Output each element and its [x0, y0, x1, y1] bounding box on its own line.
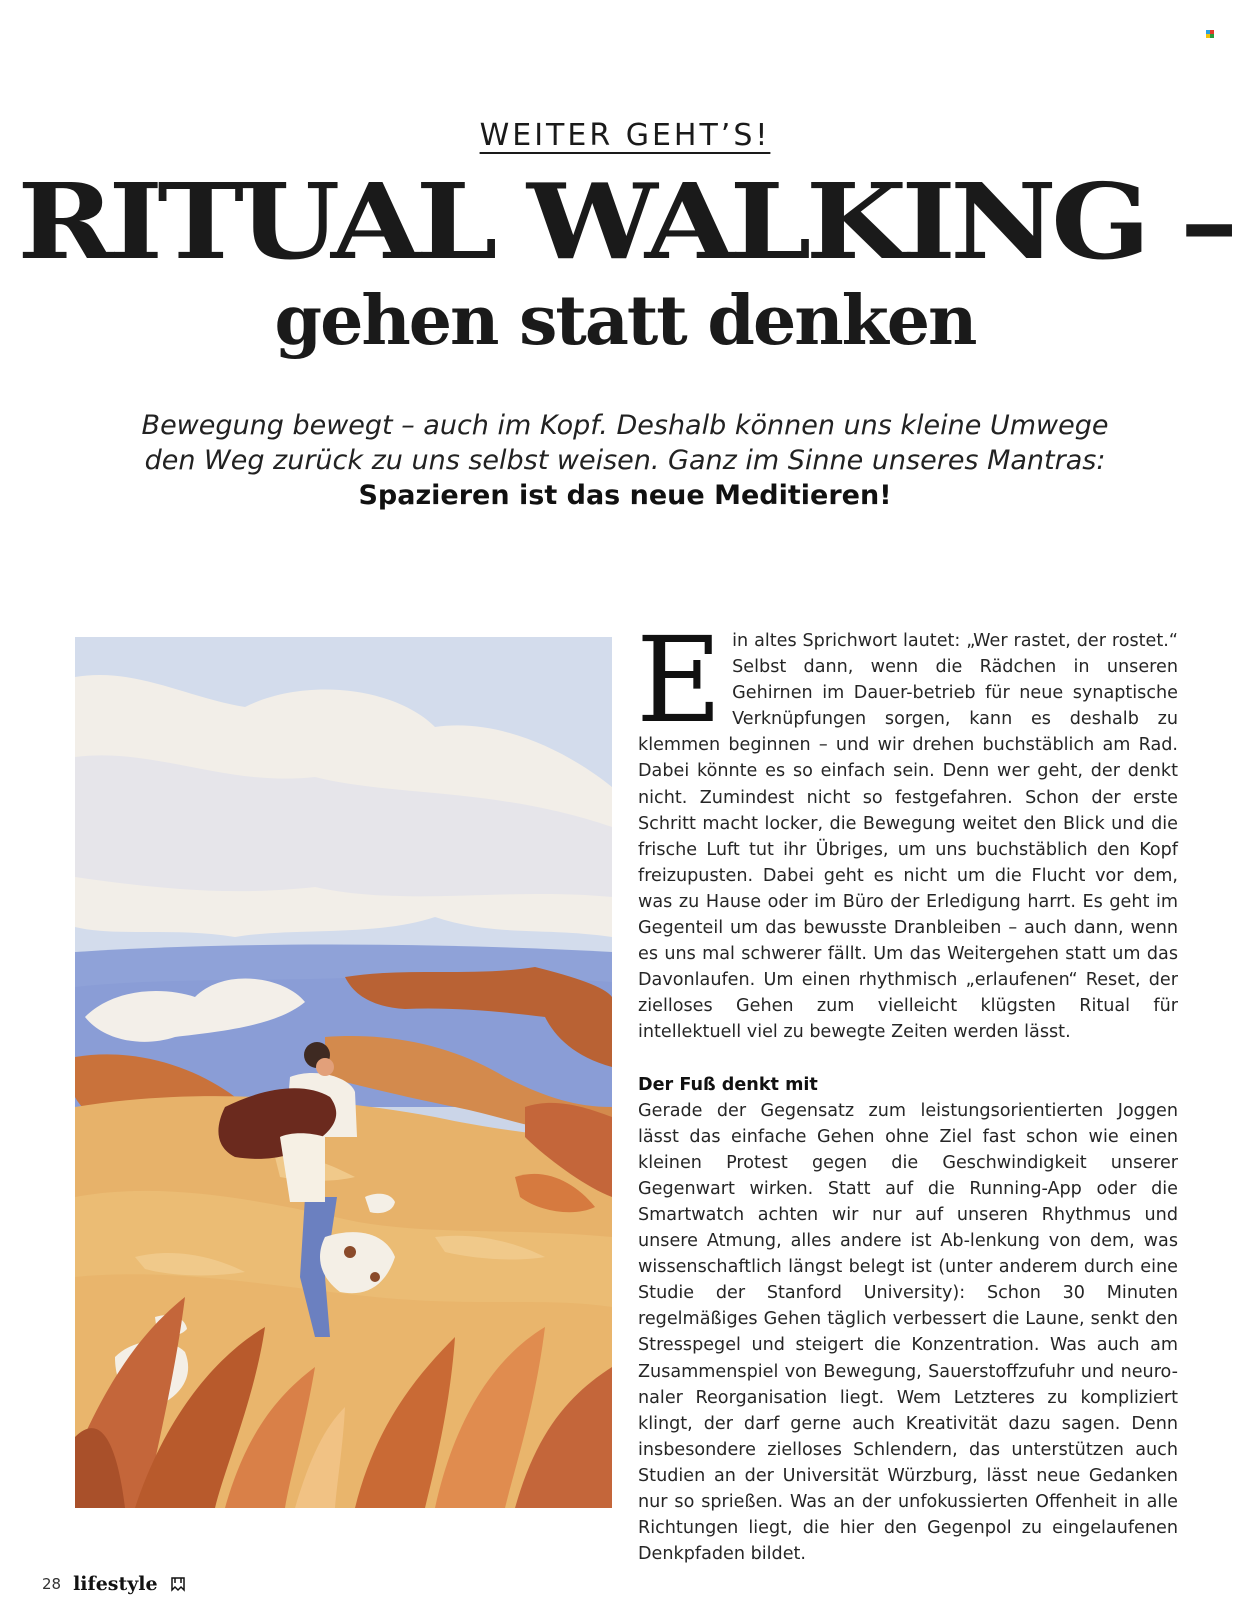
page-number: 28: [42, 1575, 62, 1593]
brand-ribbon-icon: [170, 1576, 186, 1592]
article-headline: RITUAL WALKING –: [17, 160, 1233, 283]
color-registration-mark: [1206, 30, 1216, 40]
intro-emphasis: Spazieren ist das neue Meditieren!: [358, 480, 892, 511]
article-subheadline: gehen statt denken: [274, 281, 976, 361]
section-heading: Der Fuß denkt mit: [638, 1074, 818, 1095]
walking-illustration-art: [75, 637, 612, 1508]
article-intro: Bewegung bewegt – auch im Kopf. Deshalb können uns kleine Umwege den Weg zurück zu uns selbst weisen. Ganz im Sinne unseres Mantras: Spazieren ist das neue Meditieren!: [141, 410, 1109, 511]
article-body: [636, 611, 1178, 1593]
article-paragraph-1: [636, 611, 1178, 1046]
drop-cap: E: [636, 611, 723, 749]
article-paragraph-2: Gerade der Gegensatz zum leistungsorientierten Joggen lässt das einfache Gehen ohne Ziel fast schon wie einen kleinen Protest gegen die Geschwindigkeit unserer Gegenwart wirken. Statt auf die Running-App oder die Smartwatch achten wir nur auf unseren Rhythmus und unsere Atmung, alles andere ist Ab-lenkung von dem, was wissenschaftlich längst belegt ist (unter anderem durch eine Studie der Stanford University): Schon 30 Minuten regelmäßiges Gehen täglich verbessert die Laune, senkt den Stresspegel und steigert die Konzentration. Was auch am Zusammenspiel von Bewegung, Sauerstoffzufuhr und neuro-naler Reorganisation liegt. Wem Letzteres zu kompliziert klingt, der darf gerne auch Kreativität dazu sagen. Denn insbesondere zielloses Schlendern, das unterstützen auch Studien an der Universität Würzburg, lässt neue Gedanken nur so sprießen. Was an der unfokussierten Offenheit in alle Richtungen liegt, die hier den Gegenpol zu eingelaufenen Denkpfaden bildet.: [638, 1100, 1178, 1565]
magazine-brand: lifestyle: [73, 1573, 158, 1595]
paragraph-1-text: in altes Sprichwort lautet: „Wer rastet, der rostet.“ Selbst dann, wenn die Rädchen in unseren Gehirnen im Dauer-betrieb für neue synaptische Verknüpfungen sorgen, kann es deshalb zu klemmen beginnen – und wir drehen buchstäblich am Rad. Dabei könnte es so einfach sein. Denn wer geht, der denkt nicht. Zumindest nicht so festgefahren. Schon der erste Schritt macht locker, die Bewegung weitet den Blick und die frische Luft tut ihr Übriges, um uns buchstäblich den Kopf freizupusten. Dabei geht es nicht um die Flucht vor dem, was zu Hause oder im Büro der Erledigung harrt. Es geht im Gegenteil um das bewusste Dranbleiben – auch dann, wenn es uns mal schwerer fällt. Um das Weitergehen statt um das Davonlaufen. Um einen rhythmisch „erlaufenen“ Reset, der zielloses Gehen zum vielleicht klügsten Ritual für intellektuell viel zu bewegte Zeiten werden lässt.: [638, 631, 1178, 1043]
walking-illustration: [75, 637, 612, 1508]
page-footer: [42, 1573, 186, 1595]
section-kicker: WEITER GEHT’S!: [479, 118, 771, 153]
